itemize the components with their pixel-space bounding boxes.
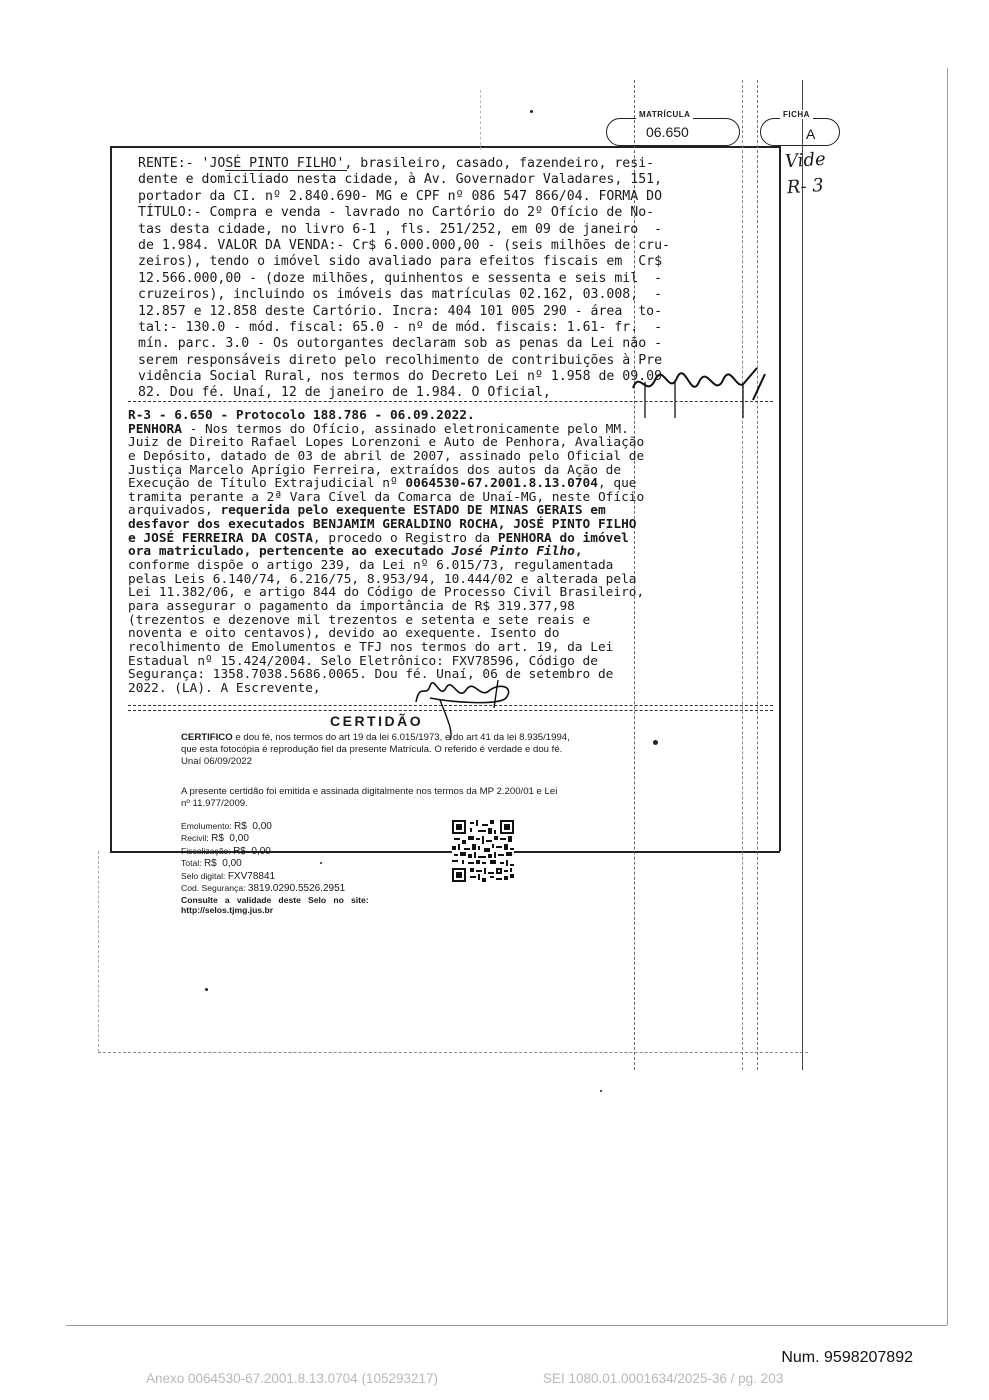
old-record-line: 12.566.000,00 - (doze milhões, quinhentos e sessenta e seis mil - xyxy=(138,270,663,286)
certidao-paragraph-1: CERTIFICO e dou fé, nos termos do art 19 da lei 6.015/1973, e do art 41 da lei 8.935/1994, que esta fotocópia é reprodução fiel da presente Matrícula. O referido é verdade e dou fé. Unaí 06/09/2022 xyxy=(181,732,570,767)
penhora-label: PENHORA xyxy=(128,421,182,437)
consulte-text: Consulte a validade deste Selo no site: xyxy=(181,895,369,906)
r3-record xyxy=(128,409,773,695)
r3-line: PENHORA - Nos termos do Ofício, assinado eletronicamente pelo MM. xyxy=(128,421,629,437)
old-record-line: de 1.984. VALOR DA VENDA:- Cr$ 6.000.000,00 - (seis milhões de cru- xyxy=(138,237,670,253)
ficha-value: A xyxy=(806,126,816,142)
old-record-line: serem responsáveis direto pelo recolhimento de contribuições à Pre xyxy=(138,352,663,368)
qr-code xyxy=(452,820,514,882)
matricula-value: 06.650 xyxy=(646,124,689,140)
scan-line xyxy=(802,80,803,1070)
fee-fiscalizacao: Fiscalização: R$ 0,00 xyxy=(181,845,271,857)
certifico-label: CERTIFICO xyxy=(181,732,233,743)
r3-line: 2022. (LA). A Escrevente, xyxy=(128,680,321,696)
r3-line: Lei 11.382/06, e artigo 844 do Código de Processo Civil Brasileiro, xyxy=(128,585,645,601)
r3-line: Estadual nº 15.424/2004. Selo Eletrônico: FXV78596, Código de xyxy=(128,653,598,669)
old-record-line: 82. Dou fé. Unaí, 12 de janeiro de 1.984. O Oficial, xyxy=(138,385,551,401)
matricula-label: MATRÍCULA xyxy=(636,110,693,119)
document-number: Num. 9598207892 xyxy=(781,1349,913,1366)
r3-line: noventa e oito centavos), devido ao exequente. Isento do xyxy=(128,626,560,642)
page-right-border xyxy=(947,68,948,1325)
old-underline-name xyxy=(225,170,347,171)
r3-line: ora matriculado, pertencente ao executado José Pinto Filho , xyxy=(128,544,583,560)
r3-line: arquivados, requerida pelo exequente ESTADO DE MINAS GERAIS em xyxy=(128,503,606,519)
separator xyxy=(128,401,773,402)
margin-note-line1: Vide xyxy=(784,148,827,173)
codigo-seguranca: Cod. Segurança: 3819.0290.5526.2951 xyxy=(181,882,346,894)
scan-speck xyxy=(530,110,533,113)
doc-lower-rule xyxy=(98,1052,808,1053)
page-bottom-border xyxy=(66,1325,947,1326)
old-record-line: portador da CI. nº 2.840.690- MG e CPF nº 086 547 866/04. FORMA DO xyxy=(138,188,663,204)
r3-line: e JOSÉ FERREIRA DA COSTA , procedo o Registro da PENHORA do imóvel xyxy=(128,530,629,546)
fee-recivil: Recivil: R$ 0,00 xyxy=(181,833,249,845)
fees-block xyxy=(181,820,369,914)
footer-anexo: Anexo 0064530-67.2001.8.13.0704 (105293217) xyxy=(146,1371,439,1386)
old-record-line: tal:- 130.0 - mód. fiscal: 65.0 - nº de mód. fiscais: 1.61- fr. - xyxy=(138,319,663,335)
certidao-title: CERTIDÃO xyxy=(330,713,424,729)
old-record-line: tas desta cidade, no livro 6-1 , fls. 251/252, em 09 de janeiro - xyxy=(138,221,663,237)
footer-sei: SEI 1080.01.0001634/2025-36 / pg. 203 xyxy=(543,1371,784,1386)
r3-line: Execução de Título Extrajudicial nº 0064530-67.2001.8.13.0704 , que xyxy=(128,476,637,492)
ficha-label: FICHA xyxy=(780,110,813,119)
old-record-line: zeiros), tendo o imóvel sido avaliado para efeitos fiscais em Cr$ xyxy=(138,254,663,270)
r3-line: Juiz de Direito Rafael Lopes Lorenzoni e Auto de Penhora, Avaliação xyxy=(128,435,645,451)
margin-note-line2: R- 3 xyxy=(786,174,825,199)
r3-heading: R-3 - 6.650 - Protocolo 188.786 - 06.09.2022. xyxy=(128,408,475,423)
r3-line: para assegurar o pagamento da importância de R$ 319.377,98 xyxy=(128,598,575,614)
old-record-line: RENTE:- 'JOSÉ PINTO FILHO', brasileiro, casado, fazendeiro, resi- xyxy=(138,156,655,171)
doc-top-border xyxy=(110,146,780,148)
r3-line: desfavor dos executados BENJAMIM GERALDINO ROCHA, JOSÉ PINTO FILHO xyxy=(128,517,637,533)
doc-right-border xyxy=(779,146,781,851)
r3-line: Justiça Marcelo Aprígio Ferreira, extraídos dos autos da Ação de xyxy=(128,462,622,478)
doc-lower-left-rule xyxy=(98,851,99,1052)
r3-line: e Depósito, datado de 03 de abril de 2007, assinado pelo Oficial de xyxy=(128,448,645,464)
old-record-line: 12.857 e 12.858 deste Cartório. Incra: 404 101 005 290 - área to- xyxy=(138,303,663,319)
r3-line: recolhimento de Emolumentos e TFJ nos termos do art. 19, da Lei xyxy=(128,639,614,655)
old-record-line: vidência Social Rural, nos termos do Decreto Lei nº 1.958 de 09.09 xyxy=(138,369,663,385)
r3-line: pelas Leis 6.140/74, 6.216/75, 8.953/94, 10.444/02 e alterada pela xyxy=(128,571,637,587)
scan-speck xyxy=(205,988,208,991)
ficha-box xyxy=(760,118,840,146)
fee-total: Total: R$ 0,00 xyxy=(181,858,242,870)
old-record-line: mín. parc. 3.0 - Os outorgantes declaram sob as penas da Lei não - xyxy=(138,336,663,352)
site-link[interactable]: http://selos.tjmg.jus.br xyxy=(181,905,274,916)
fee-emolumento: Emolumento: R$ 0,00 xyxy=(181,821,272,832)
r3-line: conforme dispõe o artigo 239, da Lei nº 6.015/73, regulamentada xyxy=(128,558,614,574)
certidao-paragraph-2: A presente certidão foi emitida e assinada digitalmente nos termos da MP 2.200/01 e Lei nº 11.977/2009. xyxy=(181,786,558,809)
scan-speck xyxy=(600,1090,602,1092)
margin-note xyxy=(784,149,828,200)
scan-speck xyxy=(653,740,658,745)
old-record-line: TÍTULO:- Compra e venda - lavrado no Cartório do 2º Ofício de No- xyxy=(138,205,655,221)
selo-digital: Selo digital: FXV78841 xyxy=(181,870,276,882)
r3-line: tramita perante a 2ª Vara Cível da Comarca de Unaí-MG, neste Ofício xyxy=(128,489,645,505)
old-record-line: dente e domiciliado nesta cidade, à Av. Governador Valadares, 151, xyxy=(138,172,663,188)
scan-speck xyxy=(320,862,322,864)
r3-line: Segurança: 1358.7038.5686.0065. Dou fé. Unaí, 06 de setembro de xyxy=(128,667,614,683)
doc-left-border xyxy=(110,146,112,851)
old-record-line: cruzeiros), incluindo os imóveis das matrículas 02.162, 03.008, - xyxy=(138,287,663,303)
scan-line xyxy=(480,90,481,150)
r3-line: (trezentos e dezenove mil trezentos e setenta e sete reais e xyxy=(128,612,591,628)
process-number: 0064530-67.2001.8.13.0704 xyxy=(405,476,598,492)
